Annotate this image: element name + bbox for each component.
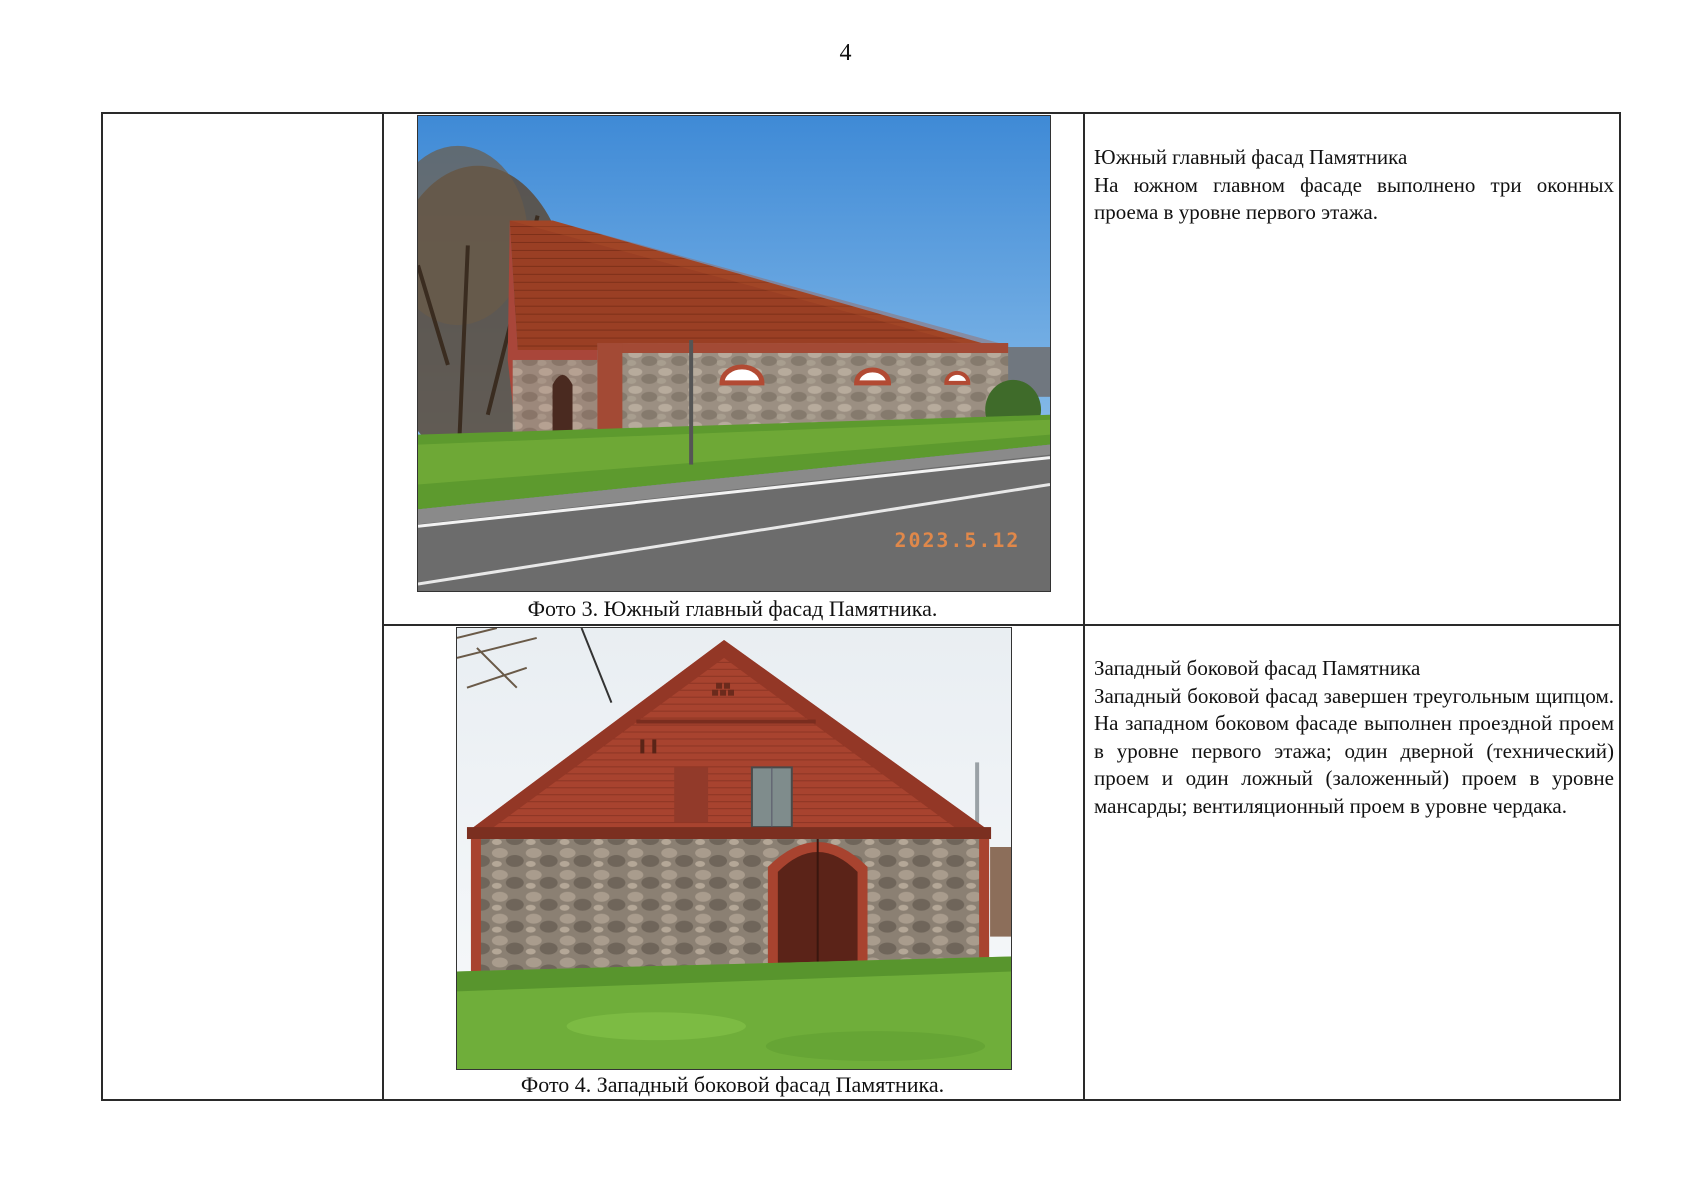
table-top-border — [101, 112, 1621, 114]
description-cell — [1094, 144, 1614, 227]
table-right-border — [1619, 112, 1621, 1100]
table-left-border — [101, 112, 103, 1100]
table-bottom-border — [101, 1099, 1621, 1101]
description-text: На южном главном фасаде выполнено три оконных проема в уровне первого этажа. — [1094, 172, 1614, 224]
description-title: Западный боковой фасад Памятника — [1094, 656, 1421, 680]
description-text: Западный боковой фасад завершен треугольным щипцом. На западном боковом фасаде выполнен проездной проем в уровне первого этажа; один дверной (технический) проем и один ложный (заложенный) проем в уровне мансарды; вентиляционный проем в уровне чердака. — [1094, 683, 1614, 818]
date-stamp: 2023.5.12 — [894, 529, 1021, 553]
photo-south-facade — [417, 115, 1051, 592]
column-divider-2 — [1083, 112, 1085, 1100]
row-divider — [382, 624, 1621, 626]
photo-caption: Фото 4. Западный боковой фасад Памятника. — [520, 1072, 945, 1097]
page-number: 4 — [839, 40, 852, 66]
photo-west-facade — [456, 627, 1012, 1070]
photo-caption: Фото 3. Южный главный фасад Памятника. — [527, 596, 938, 621]
description-cell — [1094, 655, 1614, 820]
table-frame — [101, 112, 1621, 1100]
description-title: Южный главный фасад Памятника — [1094, 145, 1408, 169]
